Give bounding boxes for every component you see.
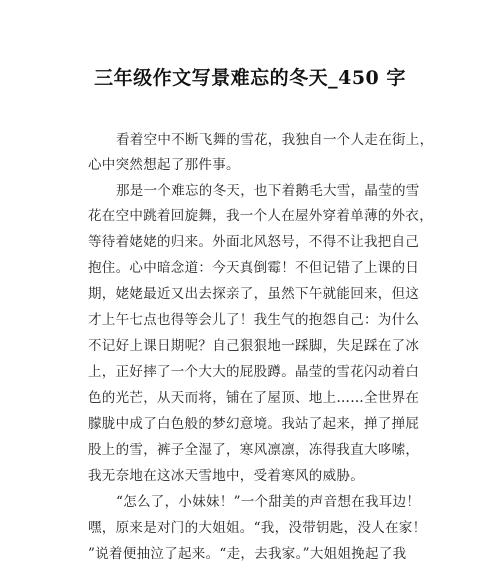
paragraph-line: 抱住。心中暗念道：今天真倒霉！不但记错了上课的日 xyxy=(88,260,420,276)
document-title: 三年级作文写景难忘的冬天_450 字 xyxy=(94,67,406,89)
paragraph-line: “怎么了，小妹妹！”一个甜美的声音想在我耳边！ xyxy=(116,494,421,510)
paragraph-line: 色的光芒，从天而将，铺在了屋顶、地上……全世界在 xyxy=(88,390,420,406)
paragraph-line: ”说着便抽泣了起来。“走，去我家。”大姐姐挽起了我 xyxy=(88,546,407,562)
paragraph-line: 不记好上课日期呢？自己狠狠地一踩脚，失足踩在了冰 xyxy=(88,338,420,354)
paragraph-line: 期，姥姥最近又出去探亲了，虽然下午就能回来，但这 xyxy=(88,286,420,302)
paragraph-line: 嘿，原来是对门的大姐姐。“我，没带钥匙，没人在家！ xyxy=(88,520,427,536)
paragraph-line: 看着空中不断飞舞的雪花，我独自一个人走在街上， xyxy=(116,132,434,148)
paragraph-line: 我无奈地在这冰天雪地中，受着寒风的威胁。 xyxy=(88,468,364,484)
paragraph-line: 心中突然想起了那件事。 xyxy=(88,157,240,173)
paragraph-line: 花在空中跳着回旋舞，我一个人在屋外穿着单薄的外衣， xyxy=(88,208,433,224)
paragraph-line: 上，正好摔了一个大大的屁股蹲。晶莹的雪花闪动着白 xyxy=(88,364,420,380)
paragraph-line: 朦胧中成了白色般的梦幻意境。我站了起来，掸了掸屁 xyxy=(88,416,420,432)
paragraph-line: 那是一个难忘的冬天，也下着鹅毛大雪，晶莹的雪 xyxy=(116,183,420,199)
paragraph-line: 等待着姥姥的归来。外面北风怒号，不得不让我把自己 xyxy=(88,234,420,250)
paragraph-line: 股上的雪，裤子全湿了，寒风凛凛，冻得我直大哆嗦， xyxy=(88,442,420,458)
paragraph-line: 才上午七点也得等会儿了！我生气的抱怨自己：为什么 xyxy=(88,312,420,328)
